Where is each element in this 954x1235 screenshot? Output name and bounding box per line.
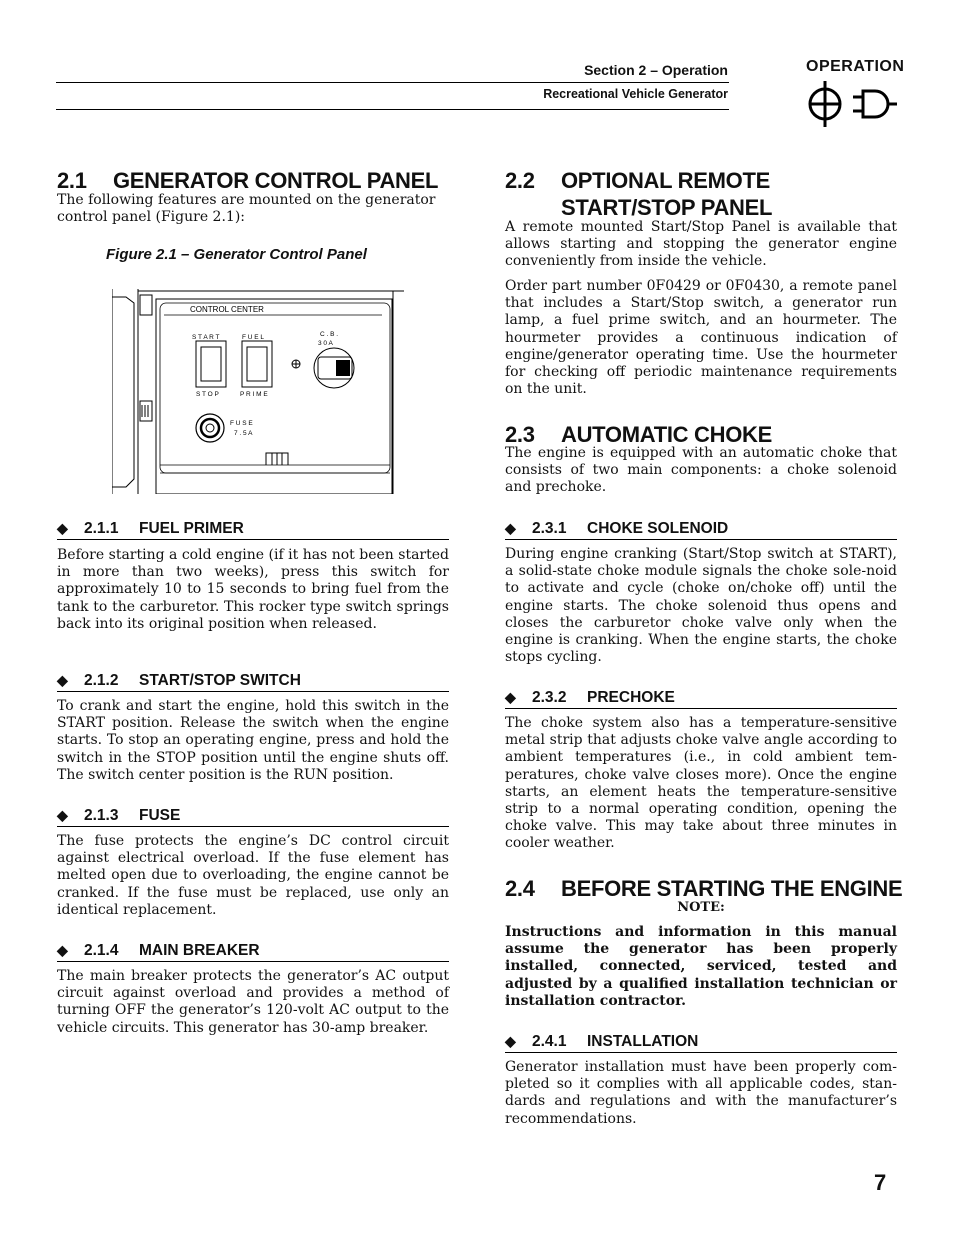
text-2-4-1: Generator installation must have been properly com-pleted so it complies with all applicable codes, stan-dards and regulations and with the manufacturer’s recommendations. — [505, 1059, 897, 1127]
fuse-amps: 7 . 5 A — [234, 430, 253, 437]
header-subtitle: Recreational Vehicle Generator — [543, 87, 728, 101]
header-rule — [56, 82, 729, 83]
text-2-1-2: To crank and start the engine, hold this switch in the START position. Release the switch when the engine starts. To stop an operating engine, press and hold the switch in the STOP position until the engine shuts off. The switch center position is the RUN position. — [57, 698, 449, 783]
fuse-label: F U S E — [230, 420, 253, 427]
heading-2-1-3: ◆ 2.1.3 FUSE — [57, 806, 449, 827]
heading-2-3: 2.3 AUTOMATIC CHOKE — [505, 422, 773, 447]
text-2-2-a: A remote mounted Start/Stop Panel is available that allows starting and stopping the generator engine conveniently from inside the vehicle. — [505, 219, 897, 270]
heading-2-2: 2.2 OPTIONAL REMOTE START/STOP PANEL — [505, 168, 773, 220]
operation-badge: OPERATION — [806, 58, 905, 75]
fuel-label: F U E L — [242, 334, 265, 341]
section-header: Section 2 – Operation — [584, 62, 728, 78]
control-panel-figure — [112, 289, 404, 494]
text-2-3-2: The choke system also has a temperature-sensitive metal strip that adjusts choke valve angle according to ambient temperatures (i.e., in cold ambient tem-peratures, choke valve closes more). Once the engine starts, an element heats the temperature-sensitive strip to a normal operating condition, opening the choke valve. This may take about three minutes in cooler weather. — [505, 715, 897, 852]
heading-2-1-1: ◆ 2.1.1 FUEL PRIMER — [57, 519, 449, 540]
text-2-1-4: The main breaker protects the generator’s AC output circuit against overload and provides a method of turning OFF the generator’s 120-volt AC output to the vehicle circuits. This generator has 30-amp breaker. — [57, 968, 449, 1036]
note-label: NOTE: — [677, 900, 725, 915]
figure-caption: Figure 2.1 – Generator Control Panel — [106, 246, 367, 263]
page-number: 7 — [874, 1170, 887, 1195]
text-2-1-3: The fuse protects the engine’s DC control circuit against electrical overload. If the fuse element has melted open due to overloading, the engine cannot be cranked. If the fuse must be replaced, use only an identical replacement. — [57, 833, 449, 918]
heading-2-1-4: ◆ 2.1.4 MAIN BREAKER — [57, 941, 449, 962]
text-2-2-b: Order part number 0F0429 or 0F0430, a remote panel that includes a Start/Stop switch, a generator run lamp, a fuel prime switch, and an hourmeter. The hourmeter provides a continuous indication of engine/generator operating time. Use the hourmeter for checking off periodic maintenance requirements on the unit. — [505, 278, 897, 398]
ac-plug-icon — [803, 79, 899, 131]
heading-2-4-1: ◆ 2.4.1 INSTALLATION — [505, 1032, 897, 1053]
start-label: S T A R T — [192, 334, 220, 341]
prime-label: P R I M E — [240, 391, 268, 398]
cb-amps: 3 0 A — [318, 340, 333, 347]
heading-2-3-1: ◆ 2.3.1 CHOKE SOLENOID — [505, 519, 897, 540]
heading-2-3-2: ◆ 2.3.2 PRECHOKE — [505, 688, 897, 709]
text-2-3-1: During engine cranking (Start/Stop switch at START), a solid-state choke module signals the choke sole-noid to activate and cycle (choke on/choke off) until the engine starts. The choke solenoid thus opens and closes the carburetor choke valve only when the engine is cranking. When the engine starts, the choke stops cycling. — [505, 546, 897, 666]
note-text: Instructions and information in this manual assume the generator has been properly installed, connected, serviced, tested and adjusted by a qualified installation technician or installation contractor. — [505, 924, 897, 1009]
cb-label: C . B . — [320, 331, 339, 338]
heading-2-4: 2.4 BEFORE STARTING THE ENGINE — [505, 876, 903, 901]
text-2-3: The engine is equipped with an automatic choke that consists of two main components: a choke solenoid and prechoke. — [505, 445, 897, 496]
text-2-1-1: Before starting a cold engine (if it has not been started in more than two weeks), press this switch for approximately 10 to 15 seconds to bring fuel from the tank to the carburetor. This rocker type switch springs back into its original position when released. — [57, 547, 449, 632]
heading-2-1: 2.1 GENERATOR CONTROL PANEL — [57, 168, 439, 193]
header-rule-bottom — [56, 109, 729, 110]
panel-label: CONTROL CENTER — [190, 305, 264, 314]
heading-2-1-2: ◆ 2.1.2 START/STOP SWITCH — [57, 671, 449, 692]
stop-label: S T O P — [196, 391, 219, 398]
intro-2-1: The following features are mounted on the generator control panel (Figure 2.1): — [57, 192, 436, 226]
